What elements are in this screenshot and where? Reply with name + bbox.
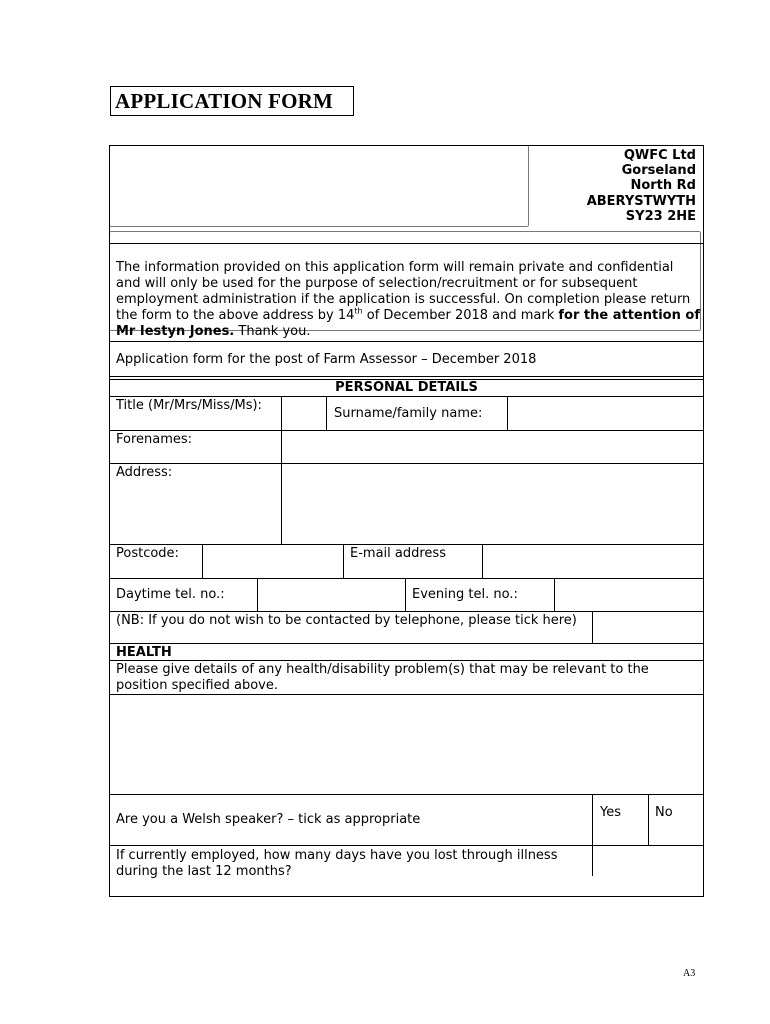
title-field[interactable] xyxy=(284,398,324,428)
divider xyxy=(109,611,704,612)
divider xyxy=(482,544,483,579)
address-line: ABERYSTWYTH xyxy=(586,193,696,209)
application-form xyxy=(109,145,704,897)
divider xyxy=(554,578,555,611)
divider xyxy=(109,660,704,661)
divider xyxy=(343,544,344,579)
email-label: E-mail address xyxy=(350,546,446,561)
divider xyxy=(109,544,704,545)
divider xyxy=(109,463,704,464)
intro-paragraph xyxy=(116,260,701,340)
divider xyxy=(109,396,704,397)
divider xyxy=(507,396,508,431)
no-option[interactable]: No xyxy=(655,805,673,820)
address-line: Gorseland xyxy=(621,163,696,179)
personal-details-heading: PERSONAL DETAILS xyxy=(335,380,478,395)
health-prompt: Please give details of any health/disability problem(s) that may be relevant to the position specified above. xyxy=(116,662,649,693)
divider xyxy=(109,578,704,579)
illness-question: If currently employed, how many days have you lost through illness xyxy=(116,848,558,863)
address-label: Address: xyxy=(116,465,173,480)
yes-option[interactable]: Yes xyxy=(600,805,621,820)
postcode-label: Postcode: xyxy=(116,546,179,561)
daytime-tel-field[interactable] xyxy=(261,581,401,607)
form-top-border xyxy=(109,145,704,146)
evening-tel-label: Evening tel. no.: xyxy=(412,587,518,602)
divider xyxy=(648,794,649,846)
company-address xyxy=(587,148,696,224)
divider xyxy=(326,396,327,431)
evening-tel-field[interactable] xyxy=(558,581,699,607)
surname-label: Surname/family name: xyxy=(334,406,483,421)
address-line: QWFC Ltd xyxy=(623,148,696,163)
divider xyxy=(109,794,704,795)
divider xyxy=(109,845,704,846)
divider xyxy=(109,243,704,244)
divider xyxy=(202,544,203,579)
divider xyxy=(592,794,593,876)
divider xyxy=(281,396,282,431)
address-line: North Rd xyxy=(630,178,696,194)
divider xyxy=(592,611,593,643)
form-right-border xyxy=(703,145,704,897)
divider xyxy=(109,376,704,377)
illness-question: during the last 12 months? xyxy=(116,864,292,879)
form-left-border xyxy=(109,145,110,897)
page-number: A3 xyxy=(683,968,696,979)
surname-field[interactable] xyxy=(511,398,699,428)
email-field[interactable] xyxy=(486,547,699,575)
divider xyxy=(109,694,704,695)
address-field[interactable] xyxy=(109,145,529,227)
intro-attention: for the attention of Mr Iestyn Jones. xyxy=(116,308,700,339)
divider xyxy=(109,643,704,644)
forenames-field[interactable] xyxy=(285,433,699,461)
divider xyxy=(281,430,282,544)
intro-text: of December 2018 and mark xyxy=(362,308,559,323)
divider xyxy=(257,578,258,611)
health-heading: HEALTH xyxy=(116,645,172,660)
daytime-tel-label: Daytime tel. no.: xyxy=(116,587,225,602)
forenames-label: Forenames: xyxy=(116,432,193,447)
intro-text: Thank you. xyxy=(234,324,311,339)
divider xyxy=(109,341,704,342)
divider xyxy=(109,430,704,431)
divider xyxy=(405,578,406,611)
welsh-speaker-question: Are you a Welsh speaker? – tick as appropriate xyxy=(116,812,421,827)
post-line: Application form for the post of Farm Assessor – December 2018 xyxy=(116,352,537,367)
intro-text: The information provided on this application form will remain private and confidential and will only be used for the purpose of selection/recruitment or for subsequent employment administration if the application is successful. On completion please return the form to the above address by 14 xyxy=(116,260,691,323)
no-phone-contact-label: (NB: If you do not wish to be contacted by telephone, please tick here) xyxy=(116,613,577,628)
title-label: Title (Mr/Mrs/Miss/Ms): xyxy=(116,398,262,413)
form-title: APPLICATION FORM xyxy=(110,86,354,116)
postcode-field[interactable] xyxy=(206,547,341,575)
intro-superscript: th xyxy=(354,306,363,316)
form-bottom-border xyxy=(109,896,704,897)
address-line: SY23 2HE xyxy=(625,208,696,224)
illness-days-field[interactable] xyxy=(597,849,699,889)
